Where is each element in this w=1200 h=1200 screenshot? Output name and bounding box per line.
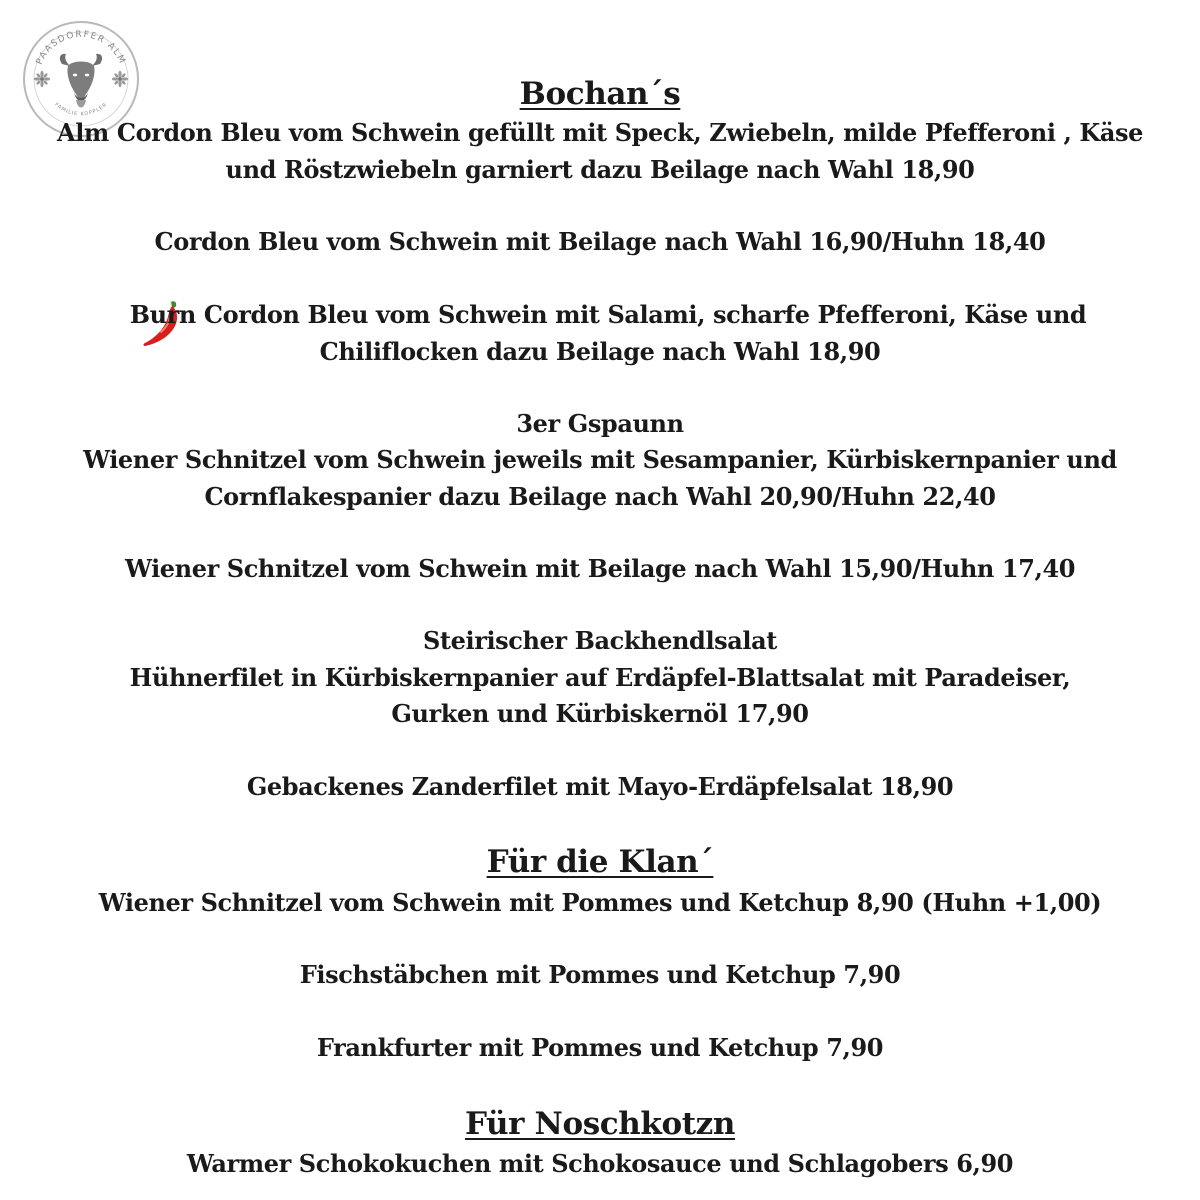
menu-item-line: Fischstäbchen mit Pommes und Ketchup 7,90 [299, 960, 901, 989]
logo-top-text: PAASDORFER ALM [34, 29, 128, 67]
menu-item-line: Cordon Bleu vom Schwein mit Beilage nach Wahl 16,90/Huhn 18,40 [154, 227, 1046, 256]
menu-item-line: Chiliflocken dazu Beilage nach Wahl 18,90 [319, 337, 881, 366]
section-heading: Bochan´s [519, 76, 681, 112]
menu-item-line: und Röstzwiebeln garniert dazu Beilage nach Wahl 18,90 [225, 155, 975, 184]
menu-item-line: 3er Gspaunn [516, 409, 684, 438]
logo-bottom-text: FAMILIE KOPPLER [53, 101, 109, 118]
menu-item-line: Wiener Schnitzel vom Schwein mit Beilage nach Wahl 15,90/Huhn 17,40 [124, 554, 1076, 583]
section-heading: Für die Klan´ [486, 844, 714, 880]
menu-item-line: Frankfurter mit Pommes und Ketchup 7,90 [316, 1033, 884, 1062]
menu-item-line: Gurken und Kürbiskernöl 17,90 [391, 699, 809, 728]
menu-item-line: Steirischer Backhendlsalat [423, 626, 777, 655]
section-heading: Für Noschkotzn [464, 1106, 736, 1142]
menu-item-line: Warmer Schokokuchen mit Schokosauce und Schlagobers 6,90 [186, 1149, 1014, 1178]
menu-item-line: Alm Cordon Bleu vom Schwein gefüllt mit Speck, Zwiebeln, milde Pfefferoni , Käse [56, 118, 1144, 147]
menu-item-line: Gebackenes Zanderfilet mit Mayo-Erdäpfelsalat 18,90 [246, 772, 954, 801]
menu-item-line: Burn Cordon Bleu vom Schwein mit Salami, scharfe Pfefferoni, Käse und [129, 300, 1087, 329]
menu-item-line: Cornflakespanier dazu Beilage nach Wahl 20,90/Huhn 22,40 [204, 482, 996, 511]
menu-item-line: Wiener Schnitzel vom Schwein mit Pommes und Ketchup 8,90 (Huhn +1,00) [98, 888, 1102, 917]
menu-item-line: Hühnerfilet in Kürbiskernpanier auf Erdäpfel-Blattsalat mit Paradeiser, [129, 663, 1071, 692]
menu-item-line: Wiener Schnitzel vom Schwein jeweils mit Sesampanier, Kürbiskernpanier und [83, 445, 1117, 474]
